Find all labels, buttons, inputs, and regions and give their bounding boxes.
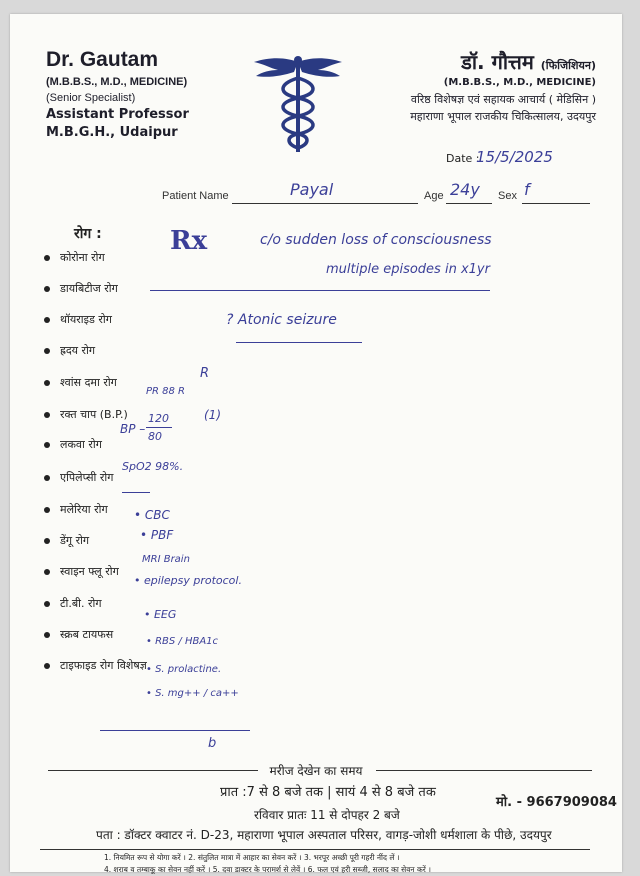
investigation-item: • S. mg++ / ca++ [146, 688, 239, 699]
phone-number: मो. - 9667909084 [496, 795, 617, 810]
spo2-underline [122, 492, 150, 493]
disease-item: ह्रदय रोग [44, 343, 95, 358]
age-value: 24y [450, 180, 480, 199]
disease-item: टाइफाइड रोग विशेषज्ञ [44, 658, 147, 673]
investigation-item: • RBS / HBA1c [146, 636, 219, 647]
patient-name-label: Patient Name [162, 190, 229, 202]
vitals-mark: R [200, 366, 210, 381]
complaint-underline [150, 290, 490, 291]
vitals-bp-systolic: 120 [148, 412, 169, 425]
complaint-line-2: multiple episodes in x1yr [326, 262, 490, 277]
investigation-item: • PBF [140, 528, 174, 542]
disease-item: थॉयराइड रोग [44, 312, 112, 327]
patient-name-underline [232, 203, 418, 204]
timing-title: मरीज देखेन का समय [269, 764, 363, 778]
disease-item: एपिलेप्सी रोग [44, 470, 113, 485]
caduceus-logo-icon [248, 48, 348, 158]
disease-item: रक्त चाप (B.P.) [44, 407, 128, 422]
rx-symbol: Rx [170, 226, 208, 256]
doctor-header-english [46, 48, 189, 142]
date-value: 15/5/2025 [476, 148, 553, 166]
vitals-one: (1) [204, 408, 221, 422]
investigation-item: • EEG [144, 608, 177, 621]
doctor-header-hindi [410, 48, 596, 125]
date-label: Date : [446, 152, 480, 165]
patient-name-value: Payal [290, 180, 334, 199]
doctor-hospital-hindi: महाराणा भूपाल राजकीय चिकित्सालय, उदयपुर [410, 110, 596, 123]
doctor-specialist: (Senior Specialist) [46, 92, 136, 104]
investigations-underline [100, 730, 250, 731]
investigation-item: • epilepsy protocol. [134, 574, 242, 587]
timing-weekday: प्रात :7 से 8 बजे तक | सायं 4 से 8 बजे तक [220, 785, 436, 800]
doctor-title: Assistant Professor [46, 107, 189, 122]
complaint-line-1: c/o sudden loss of consciousness [260, 232, 492, 248]
age-underline [446, 203, 492, 204]
timing-divider-right [376, 770, 592, 771]
disease-item: स्क्रब टायफस [44, 627, 113, 642]
diagnosis-underline [236, 342, 362, 343]
sex-label: Sex [498, 190, 517, 202]
doctor-degrees-hindi: (M.B.B.S., M.D., MEDICINE) [443, 77, 596, 88]
prescription-page [10, 14, 622, 872]
doctor-hospital: M.B.G.H., Udaipur [46, 125, 178, 140]
disease-list-heading: रोग : [74, 226, 102, 242]
disease-item: स्वाइन फ्लू रोग [44, 564, 119, 579]
health-tips [104, 852, 431, 876]
disease-item: डायबिटीज रोग [44, 281, 118, 296]
doctor-role-hindi: (फिजिशियन) [540, 59, 596, 72]
disease-item: श्वांस दमा रोग [44, 375, 117, 390]
doctor-degrees: (M.B.B.S., M.D., MEDICINE) [46, 76, 188, 88]
tips-divider [40, 849, 590, 850]
footer-mark: b [208, 736, 217, 751]
timing-sunday: रविवार प्रातः 11 से दोपहर 2 बजे [254, 808, 400, 822]
clinic-address: पता : डॉक्टर क्वाटर नं. D-23, महाराणा भूपाल अस्पताल परिसर, वागड़-जोशी धर्मशाला के पीछे, उदयपुर [96, 828, 552, 842]
vitals-pr: PR 88 R [146, 386, 186, 397]
disease-item: मलेरिया रोग [44, 502, 108, 517]
health-tips-row: 4. शराब व तम्बाकू का सेवन नहीं करें । 5. दवा डाक्टर के परामर्श से लेवें । 6. फल एवं हरी सब्जी, सलाद का सेवन करें । [104, 865, 432, 874]
disease-item: लकवा रोग [44, 437, 102, 452]
doctor-name: Dr. Gautam [46, 48, 159, 71]
vitals-bp-label: BP – [120, 422, 146, 436]
diagnosis: ? Atonic seizure [226, 312, 337, 328]
disease-item: डेंगू रोग [44, 533, 89, 548]
vitals-bp-diastolic: 80 [148, 430, 162, 443]
disease-item: कोरोना रोग [44, 250, 105, 265]
investigation-item: • CBC [134, 508, 170, 522]
bp-fraction-line [146, 427, 172, 428]
sex-underline [522, 203, 590, 204]
health-tips-row: 1. नियमित रूप से योगा करें । 2. संतुलित मात्रा में आहार का सेवन करें । 3. भरपूर अच्छी पूरी गहरी नींद लें । [104, 853, 400, 862]
age-label: Age [424, 190, 444, 202]
disease-item: टी.बी. रोग [44, 596, 102, 611]
investigation-item: • S. prolactine. [146, 664, 222, 675]
vitals-spo2: SpO2 98%. [122, 460, 184, 473]
doctor-designation-hindi: वरिष्ठ विशेषज्ञ एवं सहायक आचार्य ( मेडिसिन ) [410, 93, 596, 106]
investigation-item: MRI Brain [142, 554, 190, 565]
sex-value: f [524, 180, 530, 199]
doctor-name-hindi: डॉ. गौत्तम [461, 50, 534, 74]
